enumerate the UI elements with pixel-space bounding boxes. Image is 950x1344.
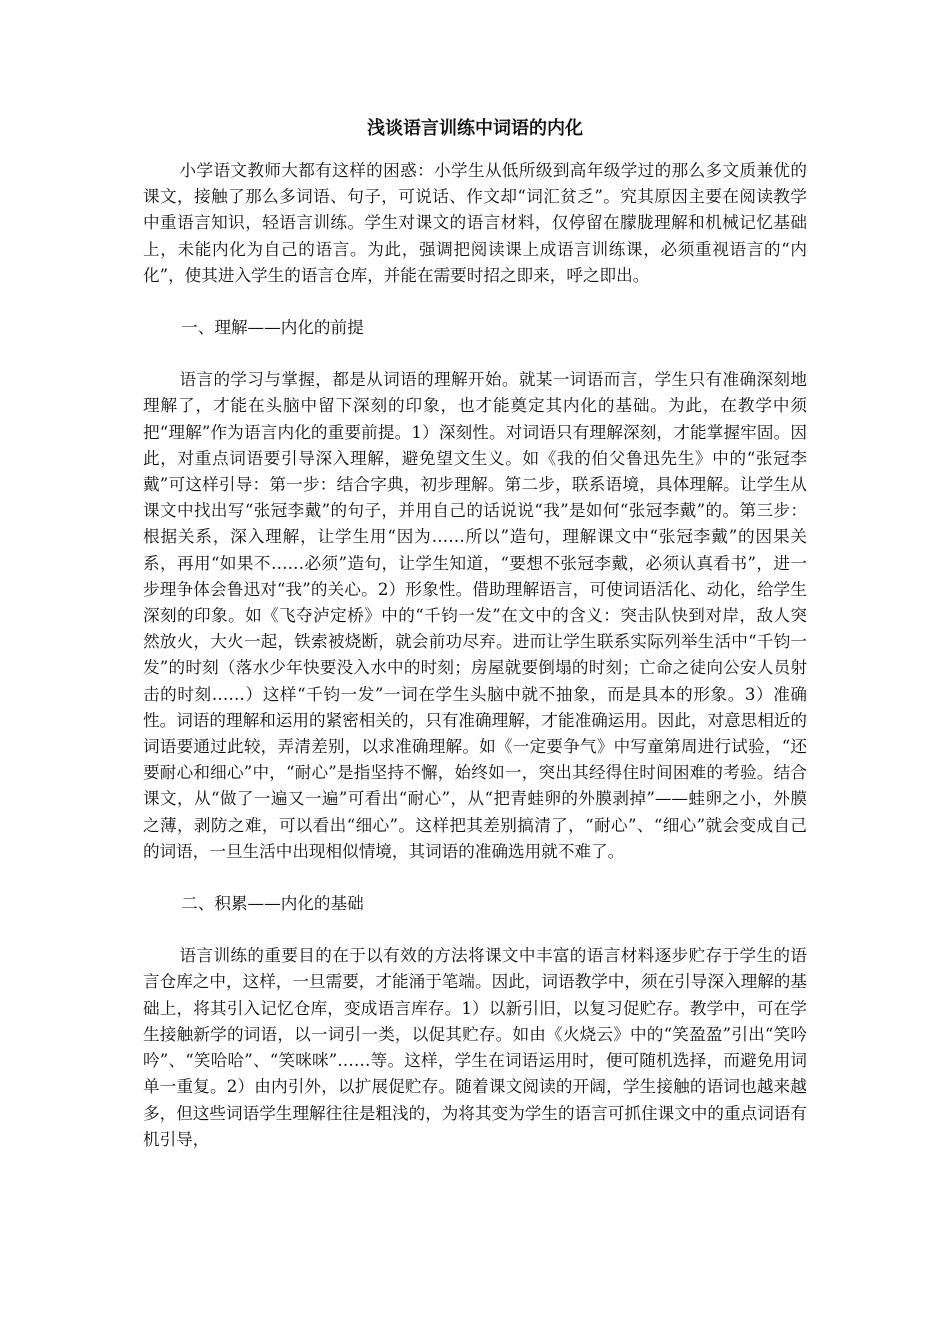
section-2-heading: 二、积累——内化的基础 [181,894,364,914]
paragraph-gap [143,289,807,315]
section-2-paragraph: 语言训练的重要目的在于以有效的方法将课文中丰富的语言材料逐步贮存于学生的语言仓库之中，这样，一旦需要，才能涌于笔端。因此，词语教学中，须在引导深入理解的基础上，将其引入记忆仓库，变成语言库存。1）以新引旧，以复习促贮存。教学中，可在学生接触新学的词语，以一词引一类，以促其贮存。如由《火烧云》中的“笑盈盈”引出“笑吟吟”、“笑哈哈”、“笑咪咪”……等。这样，学生在词语运用时，便可随机选择，而避免用词单一重复。2）由内引外，以扩展促贮存。随着课文阅读的开阔，学生接触的语词也越来越多，但这些词语学生理解往往是粗浅的，为将其变为学生的语言可抓住课文中的重点词语有机引导， [143,946,807,1149]
document-title: 浅谈语言训练中词语的内化 [367,118,583,139]
paragraph-gap [143,341,807,367]
section-1-paragraph: 语言的学习与掌握，都是从词语的理解开始。就某一词语而言，学生只有准确深刻地理解了，才能在头脑中留下深刻的印象，也才能奠定其内化的基础。为此，在教学中须把“理解”作为语言内化的重要前提。1）深刻性。对词语只有理解深刻，才能掌握牢固。因此，对重点词语要引导深入理解，避免望文生义。如《我的伯父鲁迅先生》中的“张冠李戴”可这样引导：第一步：结合字典，初步理解。第二步，联系语境，具体理解。让学生从课文中找出写“张冠李戴”的句子，并用自己的话说说“我”是如何“张冠李戴”的。第三步：根据关系，深入理解，让学生用“因为……所以”造句，理解课文中“张冠李戴”的因果关系，再用“如果不……必须”造句，让学生知道，“要想不张冠李戴，必须认真看书”，进一步理争体会鲁迅对“我”的关心。2）形象性。借助理解语言，可使词语活化、动化，给学生深刻的印象。如《飞夺泸定桥》中的“千钧一发”在文中的含义：突击队快到对岸，敌人突然放火，大火一起，铁索被烧断，就会前功尽弃。进而让学生联系实际列举生活中“千钧一发”的时刻（落水少年快要没入水中的时刻；房屋就要倒塌的时刻；亡命之徒向公安人员射击的时刻……）这样“千钧一发”一词在学生头脑中就不抽象，而是具本的形象。3）准确性。词语的理解和运用的紧密相关的，只有准确理解，才能准确运用。因此，对意思相近的词语要通过此较，弄清差别，以求准确理解。如《一定要争气》中写童第周进行试验，“还要耐心和细心”中，“耐心”是指坚持不懈，始终如一，突出其经得住时间困难的考验。结合课文，从“做了一遍又一遍”可看出“耐心”，从“把青蛙卵的外膜剥掉”——蛙卵之小，外膜之薄，剥防之难，可以看出“细心”。这样把其差别搞清了，“耐心”、“细心”就会变成自己的词语，一旦生活中出现相似情境，其词语的准确选用就不难了。 [143,370,807,861]
intro-paragraph: 小学语文教师大都有这样的困惑：小学生从低所级到高年级学过的那么多文质兼优的课文，接触了那么多词语、句子，可说话、作文却“词汇贫乏”。究其原因主要在阅读教学中重语言知识，轻语言训练。学生对课文的语言材料，仅停留在朦胧理解和机械记忆基础上，未能内化为自己的语言。为此，强调把阅读课上成语言训练课，必须重视语言的“内化”，使其进入学生的语言仓库，并能在需要时招之即来，呼之即出。 [143,161,807,285]
document-body [143,116,807,1153]
paragraph-gap [143,917,807,943]
section-1-heading: 一、理解——内化的前提 [181,318,364,338]
paragraph-gap [143,865,807,891]
